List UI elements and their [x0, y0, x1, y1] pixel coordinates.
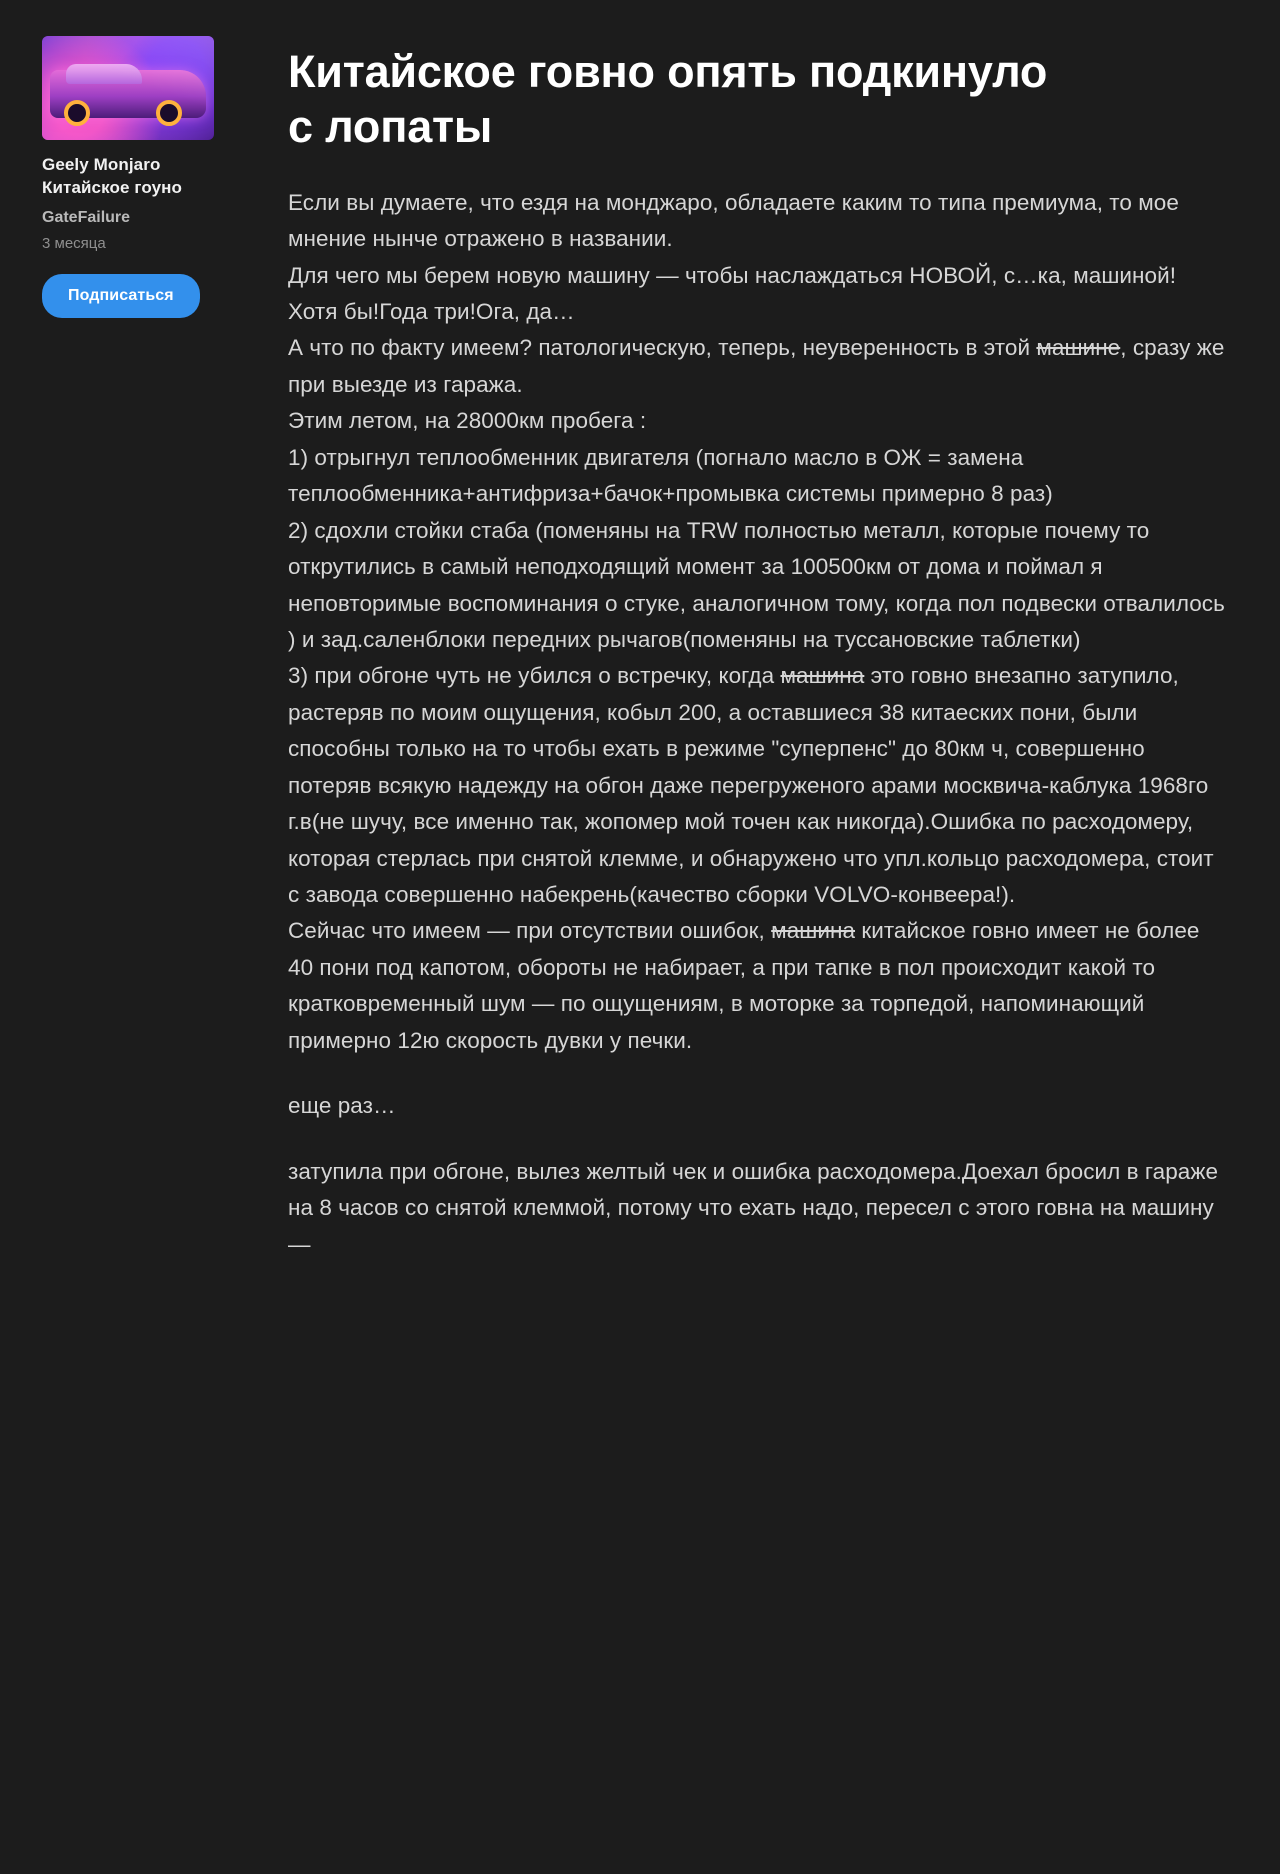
text-run: Для чего мы берем новую машину — чтобы наслаждаться НОВОЙ, с…ка, машиной! Хотя бы!Года три!Ога, да… — [288, 262, 1176, 324]
thumbnail-gloss-overlay — [42, 36, 214, 140]
struck-text: машина — [771, 918, 856, 944]
text-run: затупила при обгоне, вылез желтый чек и ошибка расходомера.Доехал бросил в гараже на 8 часов со снятой клеммой, потому что ехать надо, пересел с этого говна на машину — [288, 1158, 1219, 1221]
subscribe-button[interactable]: Подписаться — [42, 274, 200, 318]
text-run: китайское говно имеет не более 40 пони под капотом, обороты не набирает, а при тапке в пол происходит какой то кратковременный шум — по ощущениям, в моторке за торпедой, напоминающий примерно 12ю скорость дувки у печки. — [288, 918, 1200, 1053]
car-thumbnail[interactable] — [42, 36, 214, 140]
text-run: А что по факту имеем? патологическую, теперь, неуверенность в этой — [288, 335, 1037, 361]
text-run: это говно внезапно затупило, растеряв по моим ощущения, кобыл 200, а оставшиеся 38 китаеских пони, были способны только на то чтобы ехать в режиме "суперпенс" до 80км ч, совершенно потеряв всякую надежду на обгон даже перегруженого арами москвича-каблука 1968го г.в(не шучу, все именно так, жопомер мой точен как никогда).Ошибка по расходомеру, которая стерлась при снятой клемме, и обнаружено что упл.кольцо расходомера, стоит с завода совершенно набекрень(качество сборки VOLVO-конвеера!). — [288, 663, 1214, 907]
article-paragraph — [288, 440, 1228, 513]
author-name[interactable]: GateFailure — [42, 209, 131, 227]
article-paragraph — [288, 1088, 1228, 1124]
text-run: , сразу же при выезде из гаража. — [288, 335, 1225, 397]
page-title: Китайское говно опять подкинуло с лопаты — [288, 46, 1048, 153]
article-paragraph — [288, 1227, 1228, 1263]
text-run: еще раз… — [288, 1093, 396, 1119]
article-paragraph — [288, 185, 1228, 258]
article-paragraph — [288, 913, 1228, 1059]
text-run: Сейчас что имеем — при отсутствии ошибок, — [288, 918, 772, 944]
article-paragraph — [288, 258, 1228, 331]
publish-date: 3 месяца — [42, 235, 106, 253]
article-paragraph — [288, 513, 1228, 659]
article-body — [288, 185, 1228, 1263]
struck-text: машина — [780, 663, 865, 689]
text-run: 2) сдохли стойки стаба (поменяны на TRW полностью металл, которые почему то открутились в самый неподходящий момент за 100500км от дома и поймал я неповторимые воспоминания о стуке, аналогичном тому, когда пол подвески отвалилось ) и зад.саленблоки передних рычагов(поменяны на туссановские таблетки) — [288, 517, 1225, 652]
article-main — [248, 36, 1280, 1874]
text-run: 3) при обгоне чуть не убился о встречку, когда — [288, 663, 781, 689]
car-title[interactable]: Geely Monjaro Китайское гоуно — [42, 155, 182, 197]
struck-text: машине — [1036, 335, 1121, 361]
article-paragraph — [288, 658, 1228, 913]
text-run: Этим летом, на 28000км пробега : — [288, 408, 647, 434]
article-paragraph — [288, 330, 1228, 403]
article-paragraph — [288, 1154, 1228, 1227]
text-run: — — [288, 1231, 311, 1257]
text-run: 1) отрыгнул теплообменник двигателя (погнало масло в ОЖ = замена теплообменника+антифриза+бачок+промывка системы примерно 8 раз) — [288, 444, 1053, 507]
text-run: Если вы думаете, что ездя на монджаро, обладаете каким то типа премиума, то мое мнение нынче отражено в названии. — [288, 189, 1179, 252]
article-sidebar — [0, 36, 248, 1874]
article-paragraph — [288, 403, 1228, 439]
